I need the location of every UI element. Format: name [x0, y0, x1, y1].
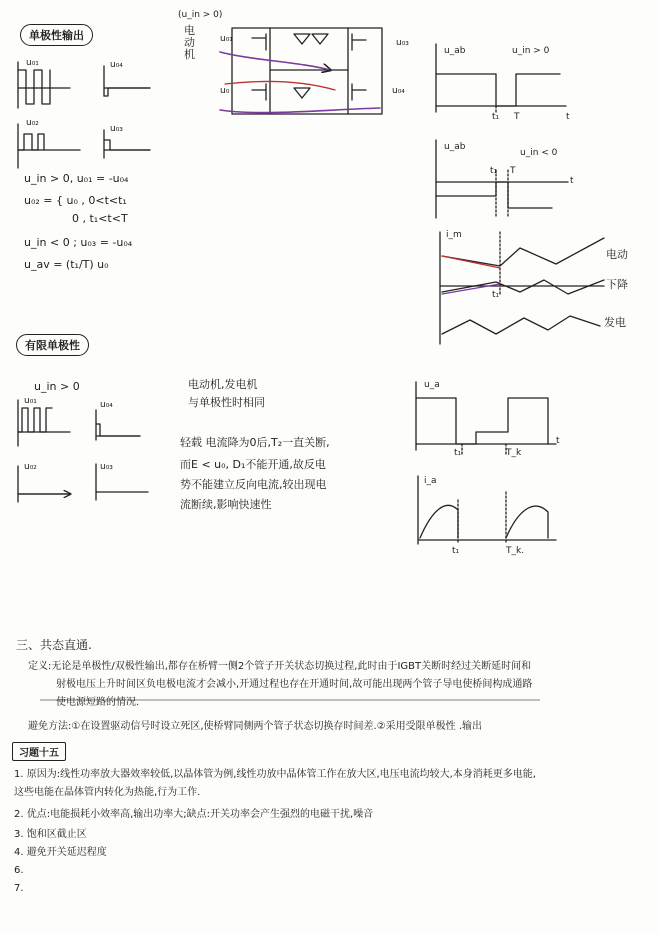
graph-ia: [418, 476, 556, 544]
wave-label-u01: u₀₁: [26, 58, 39, 68]
exercise-item-1: 1. 原因为:线性功率放大器效率较低,以晶体管为例,线性功放中晶体管工作在放大区,电压电流均较大,本身消耗更多电能,: [14, 769, 536, 780]
avoid-line: 避免方法:①在设置驱动信号时设立死区,使桥臂同侧两个管子状态切换存时间差.②采用受限单极性 .输出: [28, 721, 483, 732]
g1-T: T: [514, 112, 520, 122]
note2-line2: 而E < u₀, D₁不能开通,故反电: [180, 458, 326, 471]
wave-label-u02: u₀₂: [26, 118, 39, 128]
g3-t1: t₁: [492, 290, 500, 300]
s2-wave-label-u02: u₀₂: [24, 462, 37, 472]
section1-title: 单极性输出: [20, 24, 93, 46]
g-ua-axis: t: [556, 436, 560, 446]
eq-line-5: u_av = (t₁/T) u₀: [24, 258, 109, 271]
g-ua-t1: t₁: [454, 448, 462, 458]
exercise-title: 习题十五: [12, 742, 66, 761]
eq-line-4: u_in < 0 ; u₀₃ = -u₀₄: [24, 236, 133, 249]
s2-wave-label-u03: u₀₃: [100, 462, 113, 472]
wave-label-u03: u₀₃: [110, 124, 123, 134]
exercise-item-2: 2. 优点:电能损耗小效率高,输出功率大;缺点:开关功率会产生强烈的电磁干扰,噪音: [14, 809, 374, 820]
note2-line3: 势不能建立反向电流,较出现电: [180, 478, 327, 491]
motor-label-2: 动: [184, 36, 195, 49]
g-ua-ylabel: u_a: [424, 380, 440, 390]
eq-line-1: u_in > 0, u₀₁ = -u₀₄: [24, 172, 129, 185]
eq-line-2: u₀₂ = { u₀ , 0<t<t₁: [24, 194, 127, 207]
g3-label-gen: 发电: [604, 316, 626, 329]
eq-line-3: 0 , t₁<t<T: [72, 212, 128, 225]
circuit-label-u03: u₀₃: [396, 38, 409, 48]
section1-waveforms: [18, 62, 150, 168]
g-ia-ylabel: i_a: [424, 476, 437, 486]
exercise-item-7: 7.: [14, 883, 24, 894]
g-ua-Tk: T_k: [506, 448, 522, 458]
exercise-item-6: 6.: [14, 865, 24, 876]
g2-cond: u_in < 0: [520, 148, 558, 158]
g1-t1: t₁: [492, 112, 500, 122]
note2-line4: 流断续,影响快速性: [180, 498, 272, 511]
section3-title: 三、共态直通.: [16, 638, 92, 652]
graph-im: [440, 232, 604, 344]
wave-label-u04: u₀₄: [110, 60, 123, 70]
exercise-item-1b: 这些电能在晶体管内转化为热能,行为工作.: [14, 787, 201, 798]
circuit-caption: (u_in > 0): [178, 10, 223, 20]
g3-ylabel: i_m: [446, 230, 462, 240]
g-ia-Tk: T_k.: [506, 546, 525, 556]
g2-axis: t: [570, 176, 574, 186]
g3-label-motor: 电动: [606, 248, 628, 261]
note1-line1: 电动机,发电机: [188, 378, 258, 391]
section2-waveforms: [18, 400, 148, 502]
section2-cond: u_in > 0: [34, 380, 80, 393]
note2-line1: 轻载 电流降为0后,T₂一直关断,: [180, 436, 330, 449]
g3-label-down: 下降: [606, 278, 628, 291]
graph-ua: [416, 382, 556, 456]
motor-label-3: 机: [184, 48, 195, 61]
g1-ylabel: u_ab: [444, 46, 466, 56]
circuit-label-u04: u₀₄: [392, 86, 405, 96]
section2-title: 有限单极性: [16, 334, 89, 356]
def-line-2: 射极电压上升时间区负电极电流才会减小,开通过程也存在开通时间,故可能出现两个管子导电使桥间构成通路: [56, 679, 533, 690]
g1-cond: u_in > 0: [512, 46, 550, 56]
g2-t1: t₁: [490, 166, 498, 176]
s2-wave-label-u01: u₀₁: [24, 396, 37, 406]
motor-label-1: 电: [184, 24, 195, 37]
note1-line2: 与单极性时相同: [188, 396, 265, 409]
exercise-item-4: 4. 避免开关延迟程度: [14, 847, 107, 858]
h-bridge-circuit: [232, 28, 382, 114]
def-line-3: 使电源短路的情况.: [56, 697, 140, 708]
circuit-label-u01: u₀₁: [220, 34, 233, 44]
g2-ylabel: u_ab: [444, 142, 466, 152]
g1-axis: t: [566, 112, 570, 122]
s2-wave-label-u04: u₀₄: [100, 400, 113, 410]
circuit-label-u0: u₀: [220, 86, 230, 96]
exercise-item-3: 3. 饱和区截止区: [14, 829, 87, 840]
def-line-1: 定义:无论是单极性/双极性输出,都存在桥臂一侧2个管子开关状态切换过程,此时由于IGBT关断时经过关断延时间和: [28, 661, 532, 672]
g-ia-t1: t₁: [452, 546, 460, 556]
g2-T: T: [510, 166, 516, 176]
